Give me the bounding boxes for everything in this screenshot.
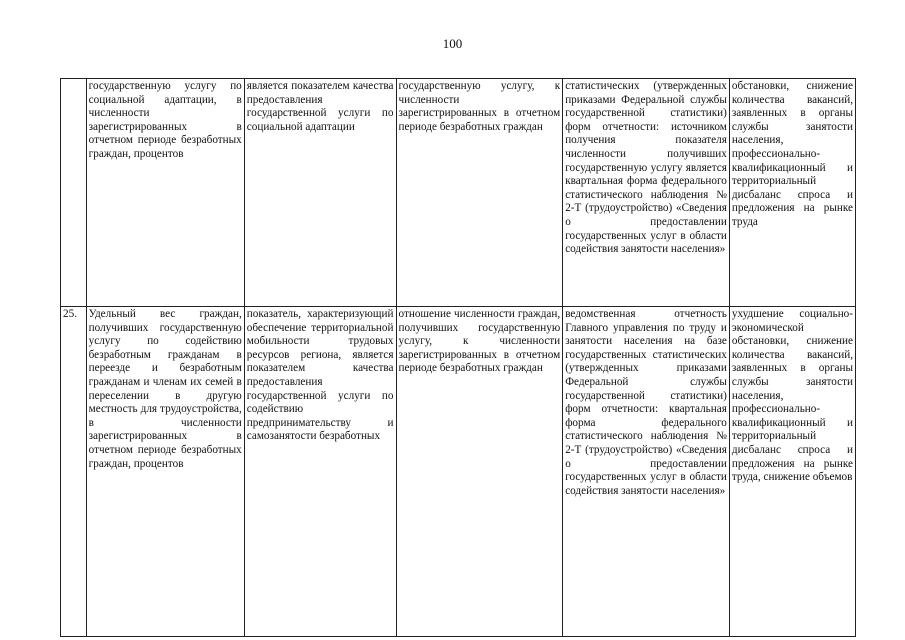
- indicator-name-cell: Удельный вес граждан, получивших государственную услугу по содействию безработным гражданам в переезде и безработным гражданам и членам их семей в переселении в другую местность для трудоустройства, в численности зарегистрированных в отчетном периоде безработных граждан, процентов: [86, 307, 244, 637]
- indicator-meaning-cell: показатель, характеризующий обеспечение территориальной мобильности трудовых ресурсов региона, является показателем качества предоставления государственной услуги по содействию предпринимательству и самозанятости безработных: [244, 307, 396, 637]
- indicators-table: [60, 78, 856, 637]
- table-row: [61, 79, 856, 307]
- data-source-cell: статистических (утвержденных приказами Федеральной службы государственной статистики) форм отчетности: источником получения показателя численности получивших государственную услугу является квартальная форма федерального статистического наблюдения № 2-Т (трудоустройство) «Сведения о предоставлении государственных услуг в области содействия занятости населения»: [563, 79, 730, 307]
- data-source-cell: ведомственная отчетность Главного управления по труду и занятости населения на базе государственных статистических (утвержденных приказами Федеральной службы государственной статистики) форм отчетности: квартальная форма федерального статистического наблюдения № 2-Т (трудоустройство) «Сведения о предоставлении государственных услуг в области содействия занятости населения»: [563, 307, 730, 637]
- page-number: 100: [442, 36, 463, 51]
- indicator-name-cell: государственную услугу по социальной адаптации, в численности зарегистрированных в отчетном периоде безработных граждан, процентов: [86, 79, 244, 307]
- risk-factors-cell: обстановки, снижение количества вакансий, заявленных в органы службы занятости населения, профессионально-квалификационный и территориальный дисбаланс спроса и предложения на рынке труда: [729, 79, 855, 307]
- row-number: 25.: [61, 307, 87, 637]
- row-number: [61, 79, 87, 307]
- calculation-method-cell: государственную услугу, к численности зарегистрированных в отчетном периоде безработных граждан: [396, 79, 563, 307]
- risk-factors-cell: ухудшение социально-экономической обстановки, снижение количества вакансий, заявленных в органы службы занятости населения, профессионально-квалификационный и территориальный дисбаланс спроса и предложения на рынке труда, снижение объемов: [729, 307, 855, 637]
- calculation-method-cell: отношение численности граждан, получивших государственную услугу, к численности зарегистрированных в отчетном периоде безработных граждан: [396, 307, 563, 637]
- indicator-meaning-cell: является показателем качества предоставления государственной услуги по социальной адаптации: [244, 79, 396, 307]
- table-row: [61, 307, 856, 637]
